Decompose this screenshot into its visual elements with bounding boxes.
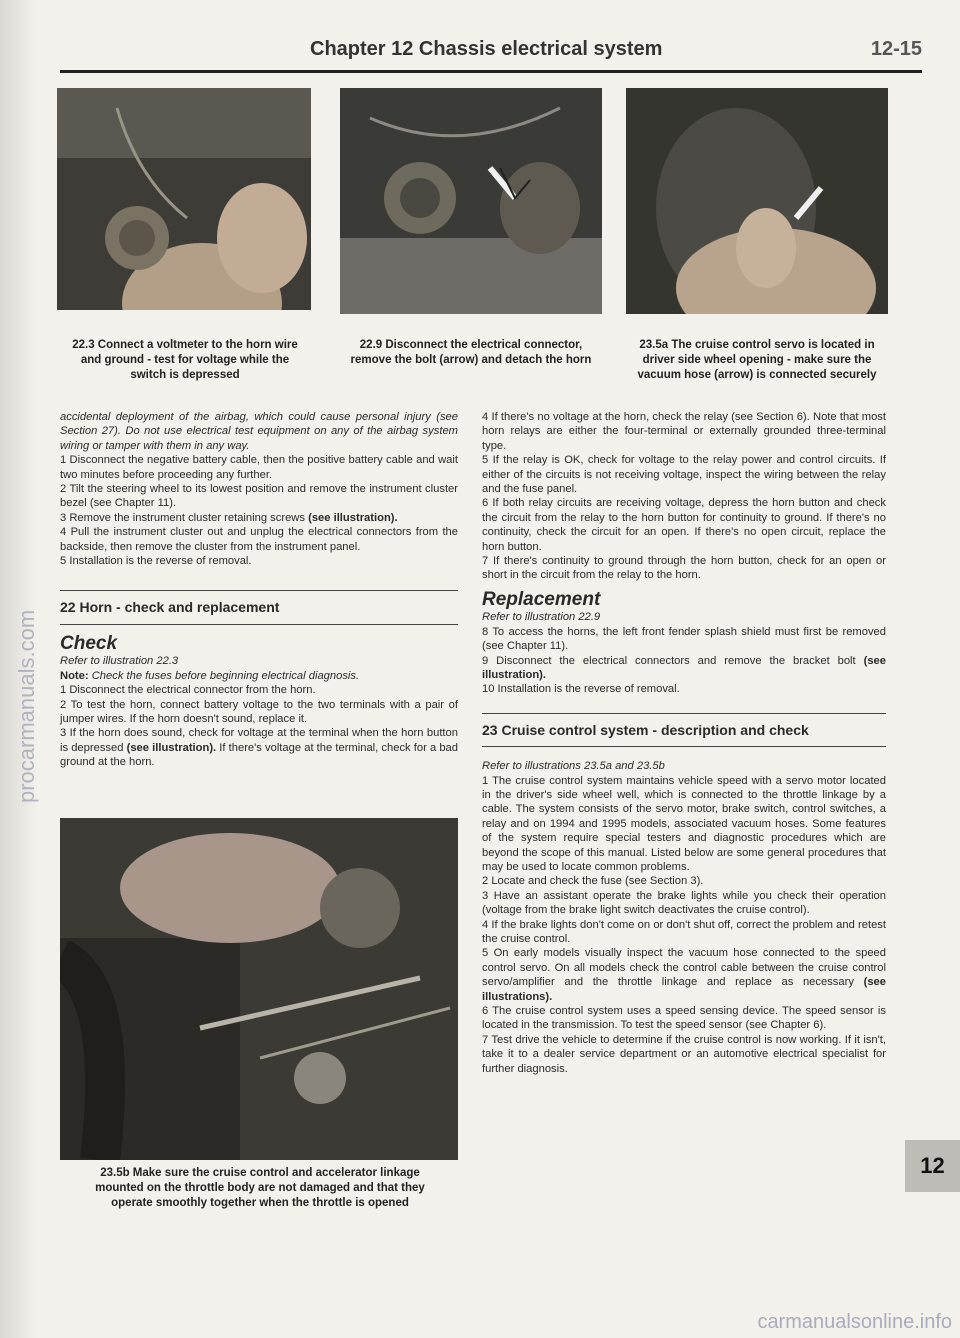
cruise-step-7: 7 Test drive the vehicle to determine if the cruise control is now working. If it isn't, take it to a dealer service department or an automotive electrical specialist for further diagnosis. [482, 1033, 886, 1075]
page-header [60, 38, 922, 72]
repl-step-9-ref: (see illustration). [482, 654, 886, 681]
check-heading: Check [60, 632, 118, 654]
cruise-step-6: 6 The cruise control system uses a speed sensing device. The speed sensor is located in the transmission. To test the speed sensor (see Chapter 6). [482, 1005, 886, 1032]
airbag-warning: accidental deployment of the airbag, which could cause personal injury (see Section 27). Do not use electrical test equipment on any of the airbag system wiring or tamper with them in any way. [60, 411, 458, 452]
cruise-ref: Refer to illustrations 23.5a and 23.5b [482, 760, 665, 773]
note-label: Note: [60, 669, 92, 682]
replacement-heading: Replacement [482, 588, 601, 610]
chapter-tab: 12 [905, 1140, 960, 1192]
check-step-1: 1 Disconnect the electrical connector from the horn. [60, 684, 316, 697]
check-step-3 [60, 726, 458, 769]
cruise-step-4: 4 If the brake lights don't come on or don't shut off, correct the problem and retest the cruise control. [482, 918, 886, 945]
horn-step-6: 6 If both relay circuits are receiving voltage, depress the horn button and check the circuit from the relay to the horn button for continuity to ground. If there's no continuity, check the circuit for an open. If there's no open circuit, replace the horn button. [482, 497, 886, 553]
cruise-step-5-ref: (see illustrations). [482, 976, 886, 1003]
note-text: Check the fuses before beginning electrical diagnosis. [91, 669, 360, 682]
check-step-3-ref: (see illustration). [126, 741, 217, 754]
check-step-2: 2 To test the horn, connect battery voltage to the two terminals with a pair of jumper wires. If the horn doesn't sound, replace it. [60, 698, 458, 725]
right-column [482, 410, 886, 1076]
watermark-left [2, 560, 39, 803]
replacement-ref: Refer to illustration 22.9 [482, 611, 601, 624]
horn-step-5: 5 If the relay is OK, check for voltage to the relay power and control circuits. If either of the circuits is not receiving voltage, inspect the wiring between the relay and the fuse panel. [482, 454, 886, 496]
chapter-title: Chapter 12 Chassis electrical system [310, 38, 663, 60]
section-22-heading: 22 Horn - check and replacement [60, 599, 280, 616]
horn-step-4: 4 If there's no voltage at the horn, check the relay (see Section 6). Note that most horn relays are either the four-terminal or externally grounded three-terminal type. [482, 411, 886, 452]
horn-step-7: 7 If there's continuity to ground through the horn button, check for an open or short in the circuit from the relay to the horn. [482, 555, 886, 582]
repl-step-8: 8 To access the horns, the left front fender splash shield must first be removed (see Chapter 11). [482, 625, 886, 653]
caption-22-3: 22.3 Connect a voltmeter to the horn wire and ground - test for voltage while the switch is depressed [72, 339, 298, 381]
check-note [60, 669, 458, 683]
cruise-step-1: 1 The cruise control system maintains vehicle speed with a servo motor located in the driver's side wheel well, which is connected to the throttle linkage by a cable. The system consists of the servo motor, brake switch, control switches, a relay and on 1994 and 1995 models, associated vacuum hoses. Some features of the system require special testers and diagnostic procedures which are beyond the scope of this manual. Listed below are some general procedures that may be used to locate common problems. [482, 774, 886, 873]
cruise-step-5 [482, 946, 886, 1004]
check-ref: Refer to illustration 22.3 [60, 655, 179, 668]
step-2: 2 Tilt the steering wheel to its lowest position and remove the instrument cluster bezel (see Chapter 11). [60, 483, 458, 510]
cruise-step-5-text: 5 On early models visually inspect the vacuum hose connected to the speed control servo. On all models check the control cable between the cruise control servo/amplifier and the throttle linkage and replace as necessary [482, 947, 886, 989]
caption-23-5b: 23.5b Make sure the cruise control and accelerator linkage mounted on the throttle body are not damaged and that they operate smoothly together when the throttle is opened [95, 1167, 425, 1209]
caption-23-5a: 23.5a The cruise control servo is located in driver side wheel opening - make sure the vacuum hose (arrow) is connected securely [637, 339, 877, 381]
photo-23-5b [60, 818, 458, 1160]
watermark-bottom: carmanualsonline.info [757, 1311, 952, 1333]
step-5: 5 Installation is the reverse of removal. [60, 555, 252, 568]
repl-step-9-text: 9 Disconnect the electrical connectors and remove the bracket bolt [482, 654, 864, 667]
photo-23-5a [626, 88, 888, 314]
step-3-ref: (see illustration). [308, 511, 398, 524]
check-step-3-tail: If there's voltage at the terminal, check for a bad ground at the horn. [60, 741, 458, 769]
page-number: 12-15 [870, 38, 922, 60]
cruise-step-3: 3 Have an assistant operate the brake lights while you check their operation (voltage from the brake light switch deactivates the cruise control). [482, 889, 886, 917]
cruise-step-2: 2 Locate and check the fuse (see Section 3). [482, 875, 704, 888]
header-rule [60, 70, 922, 73]
section-23-heading: 23 Cruise control system - description and check [482, 721, 809, 738]
caption-22-9: 22.9 Disconnect the electrical connector, remove the bolt (arrow) and detach the horn [350, 339, 592, 366]
photo-22-9 [340, 88, 602, 314]
step-3-text: 3 Remove the instrument cluster retaining screws [60, 511, 309, 524]
step-3 [60, 511, 458, 525]
left-column [60, 410, 458, 770]
step-4: 4 Pull the instrument cluster out and unplug the electrical connectors from the backside, then remove the cluster from the instrument panel. [60, 526, 458, 553]
watermark-left-text: procarmanuals.com [14, 609, 39, 803]
repl-step-9 [482, 654, 886, 683]
photo-22-3 [57, 88, 311, 310]
step-1: 1 Disconnect the negative battery cable, then the positive battery cable and wait two minutes before proceeding any further. [60, 454, 458, 481]
repl-step-10: 10 Installation is the reverse of removal. [482, 683, 680, 696]
check-step-3-text: 3 If the horn does sound, check for voltage at the terminal when the horn button is depressed [60, 727, 458, 754]
